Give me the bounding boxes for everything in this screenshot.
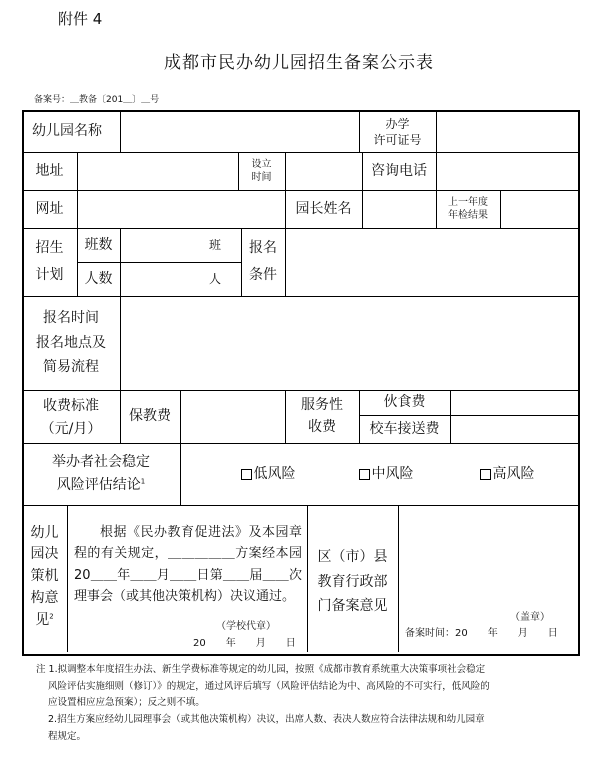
fee-standard-label: 收费标准 （元/月） — [40, 398, 102, 437]
service-fee-label: 服务性 收费 — [301, 396, 343, 435]
attachment-label: 附件 4 — [58, 10, 103, 28]
risk-high-option[interactable]: 高风险 — [467, 443, 547, 505]
footnote-line: 注 1.拟调整本年度招生办法、新生学费标准等规定的幼儿园，按照《成都市教育系统重大决策事项社会稳定 — [36, 664, 486, 675]
checkbox-icon[interactable] — [241, 469, 252, 480]
risk-mid-option[interactable]: 中风险 — [346, 443, 426, 505]
website-label: 网址 — [35, 200, 64, 217]
license-label: 办学 许可证号 — [373, 116, 422, 147]
footnote-line: 程规定。 — [48, 730, 87, 742]
page-title: 成都市民办幼儿园招生备案公示表 — [164, 53, 434, 73]
conditions-label: 报名 条件 — [249, 240, 277, 283]
time-place-label: 报名时间 报名地点及 简易流程 — [36, 310, 106, 376]
kindergarten-name-label: 幼儿园名称 — [32, 122, 102, 139]
meals-label: 伙食费 — [383, 394, 426, 411]
dept-seal: （盖章） — [510, 612, 550, 623]
bus-label: 校车接送费 — [369, 420, 440, 437]
decision-text: 根据《民办教育促进法》及本园章程的有关规定，＿＿＿＿＿方案经本园 20＿＿年＿＿月＿＿日第＿＿届＿＿次理事会（或其他决策机构）决议通过。 — [74, 525, 302, 605]
checkbox-icon[interactable] — [480, 469, 491, 480]
phone-label: 咨询电话 — [371, 162, 427, 179]
school-seal: （学校代章） — [216, 621, 276, 632]
classes-label: 班数 — [84, 236, 113, 253]
principal-label: 园长姓名 — [295, 200, 352, 217]
established-label: 设立 时间 — [251, 158, 272, 183]
record-number: 备案号：＿教备〔201＿〕＿号 — [34, 95, 160, 105]
dept-opinion-label: 区（市）县 教育行政部 门备案意见 — [317, 549, 388, 615]
footnote-line: 2.招生方案应经幼儿园理事会（或其他决策机构）决议，出席人数、表决人数应符合法律法规和幼儿园章 — [48, 713, 485, 725]
enroll-plan-label: 招生 计划 — [35, 240, 64, 283]
annual-review-label: 上一年度 年检结果 — [448, 196, 488, 221]
people-label: 人数 — [84, 270, 113, 287]
footnote-line: 风险评估实施细则（修订）》的规定，通过风评后填写（风险评估结论为中、高风险的不可实行，低风险的 — [48, 680, 490, 692]
classes-unit: 班 — [208, 237, 221, 252]
checkbox-icon[interactable] — [359, 469, 370, 480]
people-unit: 人 — [208, 271, 221, 286]
address-label: 地址 — [35, 162, 64, 179]
school-date: 20 年 月 日 — [193, 638, 296, 649]
tuition-label: 保教费 — [129, 408, 171, 425]
dept-date: 备案时间：20 年 月 日 — [405, 628, 558, 639]
decision-body-label: 幼儿 园决 策机 构意 见$^2$ — [30, 524, 59, 628]
risk-low-option[interactable]: 低风险 — [228, 443, 308, 505]
risk-assessment-label: 举办者社会稳定 风险评估结论$^1$ — [52, 453, 150, 493]
footnote-line: 应设置相应应急预案）；反之则不填。 — [48, 697, 205, 709]
footnotes — [36, 662, 581, 745]
